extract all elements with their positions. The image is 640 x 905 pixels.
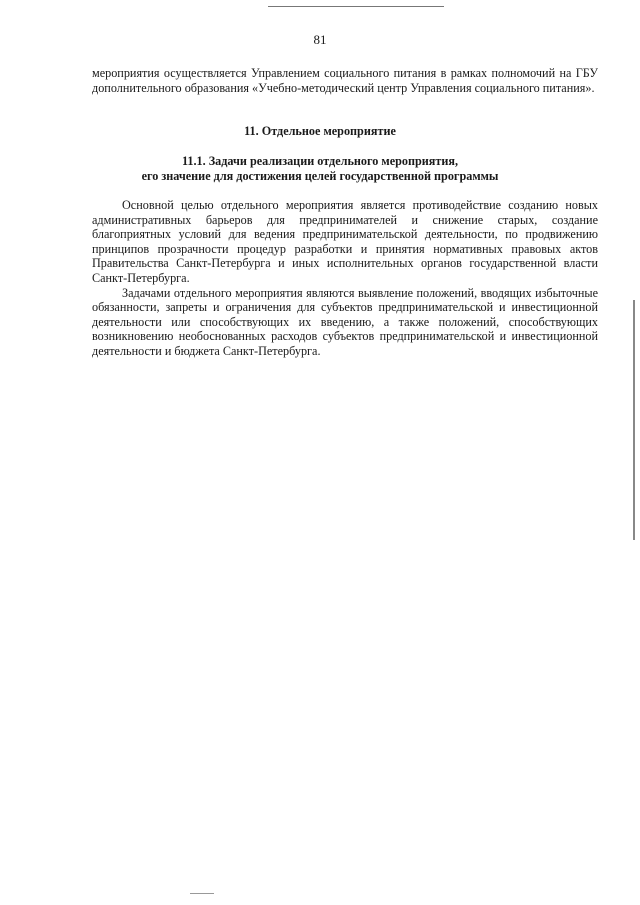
section-heading: 11. Отдельное мероприятие	[244, 124, 396, 138]
subsection-heading-line1: 11.1. Задачи реализации отдельного мероприятия,	[181, 154, 459, 168]
intro-paragraph: мероприятия осуществляется Управлением социального питания в рамках полномочий на ГБУ дополнительного образования «Учебно-методический центр Управления социального питания».	[92, 66, 598, 95]
scan-mark-bottom	[190, 893, 214, 894]
paragraph-tasks: Задачами отдельного мероприятия являются выявление положений, вводящих избыточные обязанности, запреты и ограничения для субъектов предпринимательской и инвестиционной деятельности или способствующих их введению, а также положений, способствующих возникновению необоснованных расходов субъектов предпринимательской и инвестиционной деятельности и бюджета Санкт-Петербурга.	[92, 285, 598, 358]
intro-section	[92, 66, 598, 95]
main-section	[92, 198, 598, 359]
subsection-heading-line2: его значение для достижения целей государственной программы	[141, 169, 499, 183]
page-number: 81	[313, 32, 327, 47]
paragraph-goal: Основной целью отдельного мероприятия является противодействие созданию новых административных барьеров для предпринимателей и снижение старых, создание благоприятных условий для ведения предпринимательской деятельности, по продвижению принципов прозрачности процедур разработки и принятия нормативных правовых актов Правительства Санкт-Петербурга и иных исполнительных органов государственной власти Санкт-Петербурга.	[92, 198, 598, 285]
scan-mark-right	[633, 300, 635, 540]
scan-mark-top	[268, 6, 444, 7]
